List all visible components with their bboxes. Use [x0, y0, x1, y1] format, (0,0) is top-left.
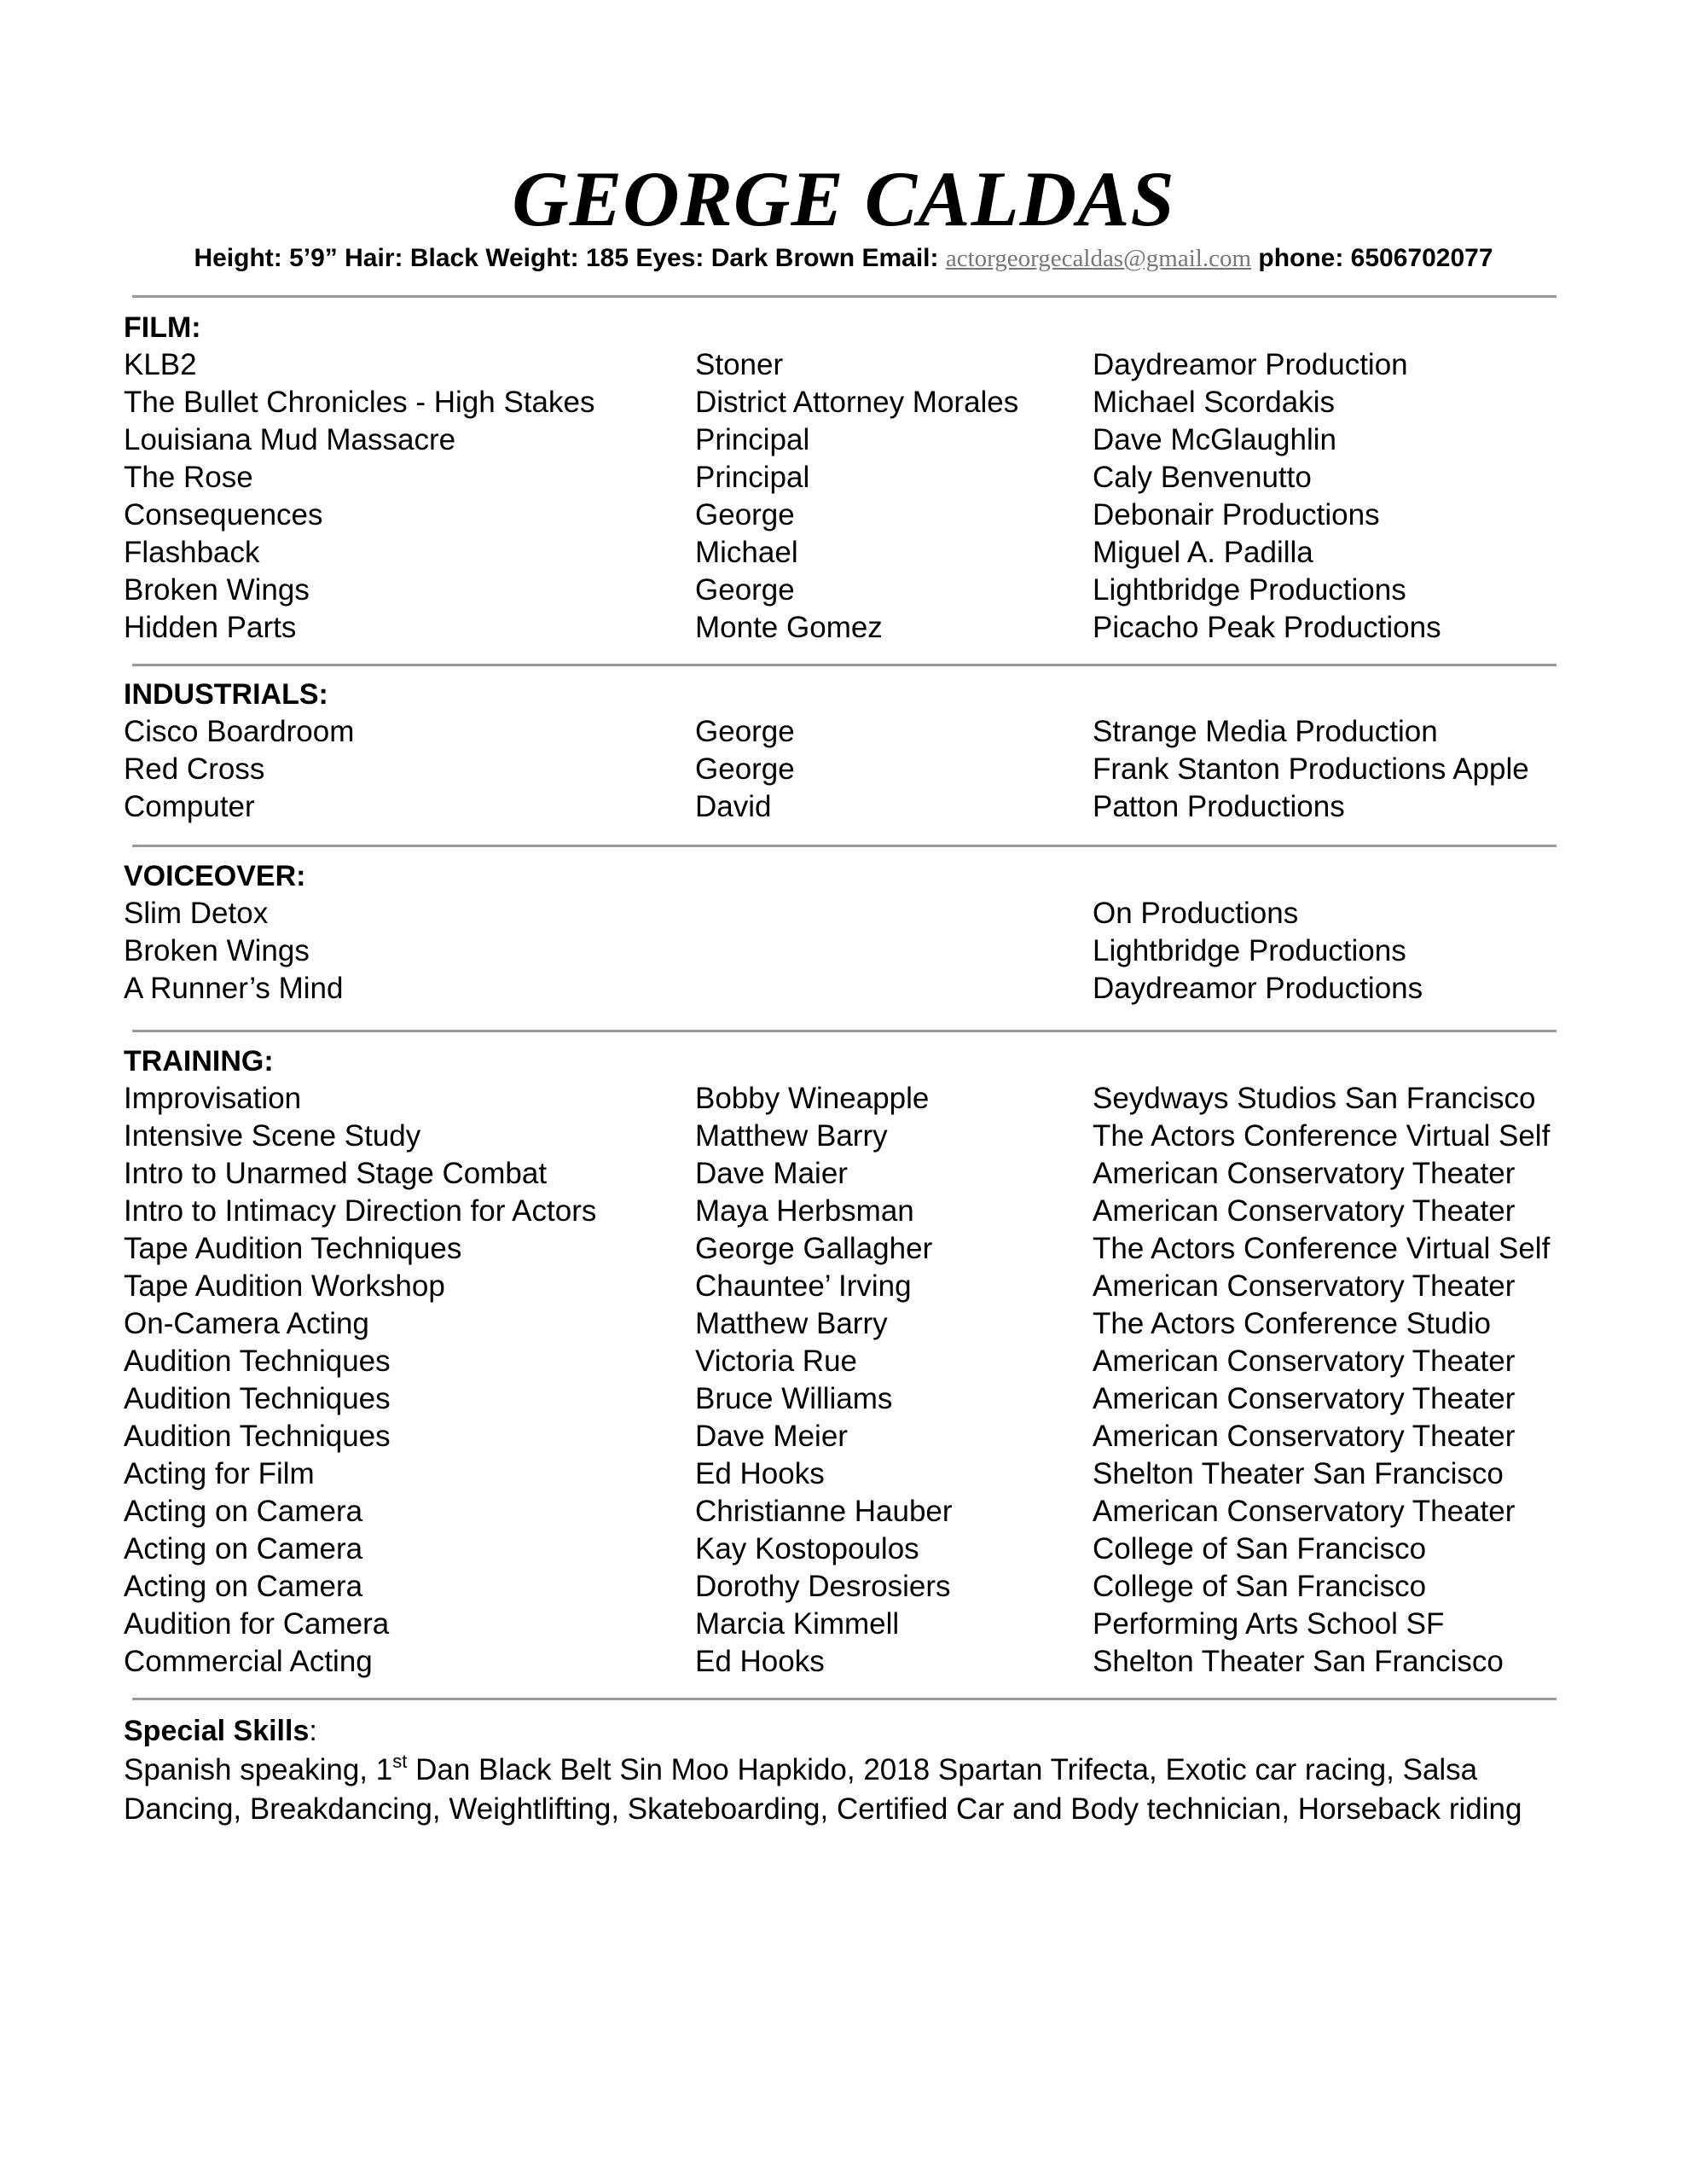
row-title: Intro to Intimacy Direction for Actors [124, 1194, 597, 1228]
section-title: FILM: [124, 311, 201, 344]
table-row [124, 895, 1574, 932]
row-title: Broken Wings [124, 573, 310, 607]
row-title: Intro to Unarmed Stage Combat [124, 1157, 548, 1190]
training-section [124, 1043, 1574, 1681]
row-company: American Conservatory Theater [1093, 1194, 1516, 1228]
table-row [124, 713, 1574, 751]
table-row [124, 1305, 1574, 1343]
row-role: George Gallagher [695, 1232, 933, 1265]
divider [132, 664, 1557, 666]
table-row [124, 1155, 1574, 1193]
row-title: Acting on Camera [124, 1495, 363, 1528]
table-row [124, 384, 1574, 421]
skills-line-1-post: Dan Black Belt Sin Moo Hapkido, 2018 Spartan Trifecta, Exotic car racing, Salsa [407, 1753, 1478, 1786]
row-title: On-Camera Acting [124, 1307, 369, 1340]
table-row [124, 1493, 1574, 1531]
row-company: College of San Francisco [1093, 1570, 1427, 1603]
row-company: Picacho Peak Productions [1093, 611, 1441, 644]
row-company: Lightbridge Productions [1093, 934, 1406, 967]
row-company: Debonair Productions [1093, 498, 1380, 531]
row-company: The Actors Conference Virtual Self [1093, 1119, 1551, 1153]
divider [132, 295, 1557, 298]
section-title: TRAINING: [124, 1045, 274, 1077]
email-link[interactable]: actorgeorgecaldas@gmail.com [945, 245, 1252, 272]
skills-ordinal: st [392, 1751, 408, 1772]
row-company: The Actors Conference Virtual Self [1093, 1232, 1551, 1265]
table-row [124, 1230, 1574, 1268]
row-role: George [695, 498, 795, 531]
row-role: Maya Herbsman [695, 1194, 914, 1228]
row-title: Flashback [124, 536, 260, 569]
row-role: Victoria Rue [695, 1345, 858, 1378]
row-company: The Actors Conference Studio [1093, 1307, 1491, 1340]
table-row [124, 1568, 1574, 1606]
row-company: Caly Benvenutto [1093, 461, 1312, 494]
industrials-section [124, 676, 1574, 826]
row-title: Computer [124, 790, 255, 823]
row-title: Acting for Film [124, 1457, 315, 1490]
row-role: Stoner [695, 348, 784, 381]
training-rows [124, 1080, 1574, 1681]
divider [132, 845, 1557, 847]
row-role: Bobby Wineapple [695, 1082, 930, 1115]
row-company: American Conservatory Theater [1093, 1382, 1516, 1415]
row-title: Acting on Camera [124, 1570, 363, 1603]
table-row [124, 788, 1574, 826]
row-company: Daydreamor Production [1093, 348, 1408, 381]
row-role: Monte Gomez [695, 611, 883, 644]
row-role: Ed Hooks [695, 1645, 825, 1678]
row-company: Lightbridge Productions [1093, 573, 1406, 607]
table-row [124, 572, 1574, 609]
row-company: American Conservatory Theater [1093, 1157, 1516, 1190]
row-company: American Conservatory Theater [1093, 1345, 1516, 1378]
row-company: Michael Scordakis [1093, 386, 1335, 419]
row-role: Christianne Hauber [695, 1495, 953, 1528]
row-title: Tape Audition Workshop [124, 1269, 445, 1303]
table-row [124, 1606, 1574, 1643]
table-row [124, 1418, 1574, 1455]
row-role: Marcia Kimmell [695, 1607, 900, 1641]
row-title: Broken Wings [124, 934, 310, 967]
row-title: Louisiana Mud Massacre [124, 423, 456, 456]
voiceover-section [124, 857, 1574, 1008]
row-role: George [695, 573, 795, 607]
skills-title [124, 1711, 1574, 1751]
row-company: Shelton Theater San Francisco [1093, 1457, 1504, 1490]
row-role: Matthew Barry [695, 1119, 888, 1153]
row-role: Ed Hooks [695, 1457, 825, 1490]
skills-text [124, 1751, 1574, 1829]
skills-line-2: Dancing, Breakdancing, Weightlifting, Skateboarding, Certified Car and Body technician, Horseback riding [124, 1792, 1522, 1826]
row-company: Frank Stanton Productions Apple [1093, 752, 1529, 786]
row-company: American Conservatory Theater [1093, 1495, 1516, 1528]
row-role: George [695, 752, 795, 786]
divider [132, 1698, 1557, 1700]
table-row [124, 1080, 1574, 1118]
table-row [124, 1268, 1574, 1305]
row-title: Slim Detox [124, 897, 269, 930]
table-row [124, 1343, 1574, 1380]
row-role: Principal [695, 423, 810, 456]
phone-text: phone: 6506702077 [1251, 244, 1493, 272]
row-role: Bruce Williams [695, 1382, 893, 1415]
row-company: Shelton Theater San Francisco [1093, 1645, 1504, 1678]
row-title: Audition for Camera [124, 1607, 390, 1641]
row-title: Commercial Acting [124, 1645, 373, 1678]
row-company: Strange Media Production [1093, 715, 1438, 748]
row-role: Michael [695, 536, 798, 569]
table-row [124, 1643, 1574, 1681]
skills-line-1 [124, 1751, 1574, 1790]
table-row [124, 1193, 1574, 1230]
stats-text: Height: 5’9” Hair: Black Weight: 185 Eyes: Dark Brown Email: [194, 244, 946, 272]
table-row [124, 751, 1574, 788]
skills-line-1-pre: Spanish speaking, 1 [124, 1753, 393, 1786]
table-row [124, 609, 1574, 647]
industrials-rows [124, 713, 1574, 826]
row-title: The Bullet Chronicles - High Stakes [124, 386, 595, 419]
section-title: VOICEOVER: [124, 860, 306, 892]
row-title: Acting on Camera [124, 1532, 363, 1565]
row-company: Dave McGlaughlin [1093, 423, 1336, 456]
table-row [124, 534, 1574, 572]
row-company: Performing Arts School SF [1093, 1607, 1445, 1641]
row-title: A Runner’s Mind [124, 972, 344, 1005]
table-row [124, 497, 1574, 534]
row-company: Miguel A. Padilla [1093, 536, 1313, 569]
row-title: Intensive Scene Study [124, 1119, 421, 1153]
divider [132, 1030, 1557, 1032]
row-role: David [695, 790, 772, 823]
actor-name: GEORGE CALDAS [512, 155, 1175, 242]
row-role: Chauntee’ Irving [695, 1269, 912, 1303]
row-role: George [695, 715, 795, 748]
row-role: District Attorney Morales [695, 386, 1019, 419]
table-row [124, 1118, 1574, 1155]
row-role: Dorothy Desrosiers [695, 1570, 951, 1603]
row-role: Kay Kostopoulos [695, 1532, 919, 1565]
voiceover-rows [124, 895, 1574, 1008]
row-title: Tape Audition Techniques [124, 1232, 462, 1265]
row-role: Dave Maier [695, 1157, 848, 1190]
section-title: INDUSTRIALS: [124, 678, 328, 711]
row-company: American Conservatory Theater [1093, 1269, 1516, 1303]
row-title: Improvisation [124, 1082, 302, 1115]
table-row [124, 1380, 1574, 1418]
table-row [124, 970, 1574, 1008]
row-title: KLB2 [124, 348, 197, 381]
special-skills-section [124, 1711, 1574, 1829]
row-title: Hidden Parts [124, 611, 297, 644]
row-title: The Rose [124, 461, 253, 494]
skills-title-text: Special Skills [124, 1715, 310, 1747]
row-company: College of San Francisco [1093, 1532, 1427, 1565]
film-rows [124, 346, 1574, 647]
row-role: Principal [695, 461, 810, 494]
row-title: Red Cross [124, 752, 265, 786]
row-company: On Productions [1093, 897, 1299, 930]
table-row [124, 346, 1574, 384]
row-title: Cisco Boardroom [124, 715, 355, 748]
row-title: Audition Techniques [124, 1420, 391, 1453]
table-row [124, 1455, 1574, 1493]
row-title: Audition Techniques [124, 1382, 391, 1415]
row-company: Daydreamor Productions [1093, 972, 1423, 1005]
film-section [124, 309, 1574, 647]
row-company: Patton Productions [1093, 790, 1345, 823]
row-title: Audition Techniques [124, 1345, 391, 1378]
skills-title-colon: : [309, 1715, 317, 1747]
row-company: Seydways Studios San Francisco [1093, 1082, 1536, 1115]
table-row [124, 1531, 1574, 1568]
table-row [124, 932, 1574, 970]
row-company: American Conservatory Theater [1093, 1420, 1516, 1453]
row-role: Matthew Barry [695, 1307, 888, 1340]
table-row [124, 421, 1574, 459]
row-role: Dave Meier [695, 1420, 848, 1453]
table-row [124, 459, 1574, 497]
stats-line [0, 241, 1687, 276]
row-title: Consequences [124, 498, 323, 531]
